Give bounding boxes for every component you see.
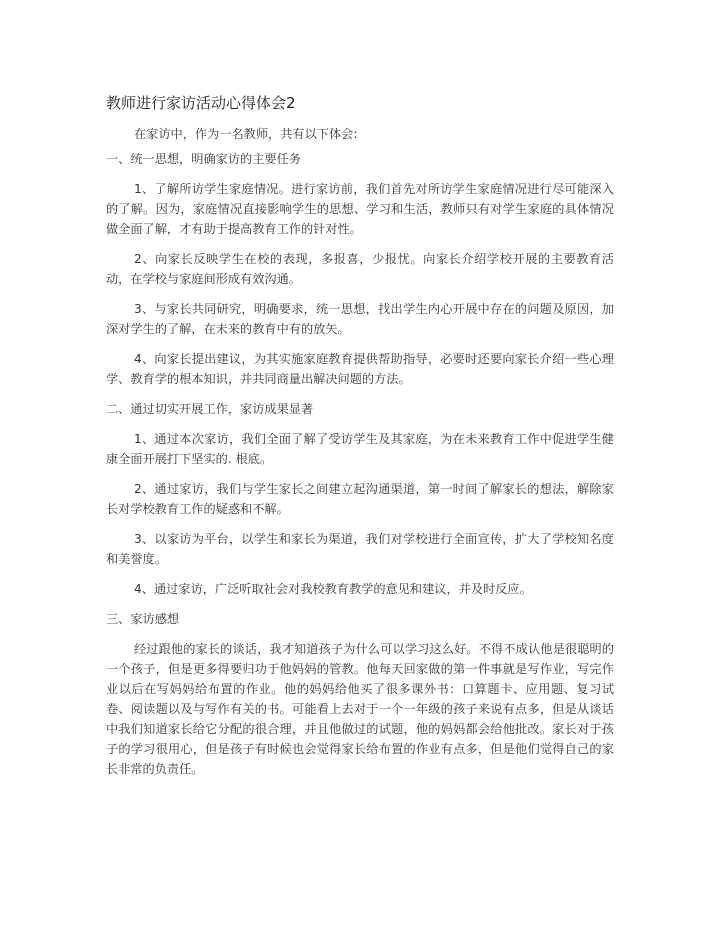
section-2-item-1: 1、通过本次家访，我们全面了解了受访学生及其家庭，为在未来教育工作中促进学生健康全面开展打下坚实的. 根底。 xyxy=(106,432,614,466)
section-1-heading: 一、统一思想，明确家访的主要任务 xyxy=(106,152,301,166)
section-1-item-1: 1、了解所访学生家庭情况。进行家访前，我们首先对所访学生家庭情况进行尽可能深入的了解。因为，家庭情况直接影响学生的思想、学习和生活，教师只有对学生家庭的具体情况做全面了解，才有助于提高教育工作的针对性。 xyxy=(106,182,614,236)
section-3-heading: 三、家访感想 xyxy=(106,612,180,626)
section-1-item-3: 3、与家长共同研究，明确要求，统一思想，找出学生内心开展中存在的问题及原因，加深对学生的了解，在未来的教育中有的放矢。 xyxy=(106,302,614,336)
document-body xyxy=(106,124,614,779)
section-2-item-2: 2、通过家访，我们与学生家长之间建立起沟通渠道，第一时间了解家长的想法，解除家长对学校教育工作的疑惑和不解。 xyxy=(106,482,614,516)
section-1-item-2: 2、向家长反映学生在校的表现，多报喜，少报忧。向家长介绍学校开展的主要教育活动，在学校与家庭间形成有效沟通。 xyxy=(106,252,614,286)
section-1-item-4: 4、向家长提出建议，为其实施家庭教育提供帮助指导，必要时还要向家长介绍一些心理学、教育学的根本知识，并共同商量出解决问题的方法。 xyxy=(106,352,614,386)
intro-paragraph: 在家访中，作为一名教师，共有以下体会: xyxy=(134,127,358,141)
section-2-heading: 二、通过切实开展工作，家访成果显著 xyxy=(106,402,314,416)
section-2-item-3: 3、以家访为平台，以学生和家长为渠道，我们对学校进行全面宣传，扩大了学校知名度和美誉度。 xyxy=(106,532,614,566)
section-3-paragraph: 经过跟他的家长的谈话，我才知道孩子为什么可以学习这么好。不得不成认他是很聪明的一个孩子，但是更多得要归功于他妈妈的管教。他每天回家做的第一件事就是写作业，写完作业以后在写妈妈给布置的作业。他的妈妈给他买了很多课外书：口算题卡、应用题、复习试卷、阅读题以及与写作有关的书。可能看上去对于一个一年级的孩子来说有点多，但是从谈话中我们知道家长给它分配的很合理，并且他做过的试题，他的妈妈都会给他批改。家长对于孩子的学习很用心，但是孩子有时候也会觉得家长给布置的作业有点多，但是他们觉得自己的家长非常的负责任。 xyxy=(106,642,614,776)
section-2-item-4: 4、通过家访，广泛听取社会对我校教育教学的意见和建议，并及时反应。 xyxy=(134,582,532,596)
document-title: 教师进行家访活动心得体会2 xyxy=(106,94,296,112)
